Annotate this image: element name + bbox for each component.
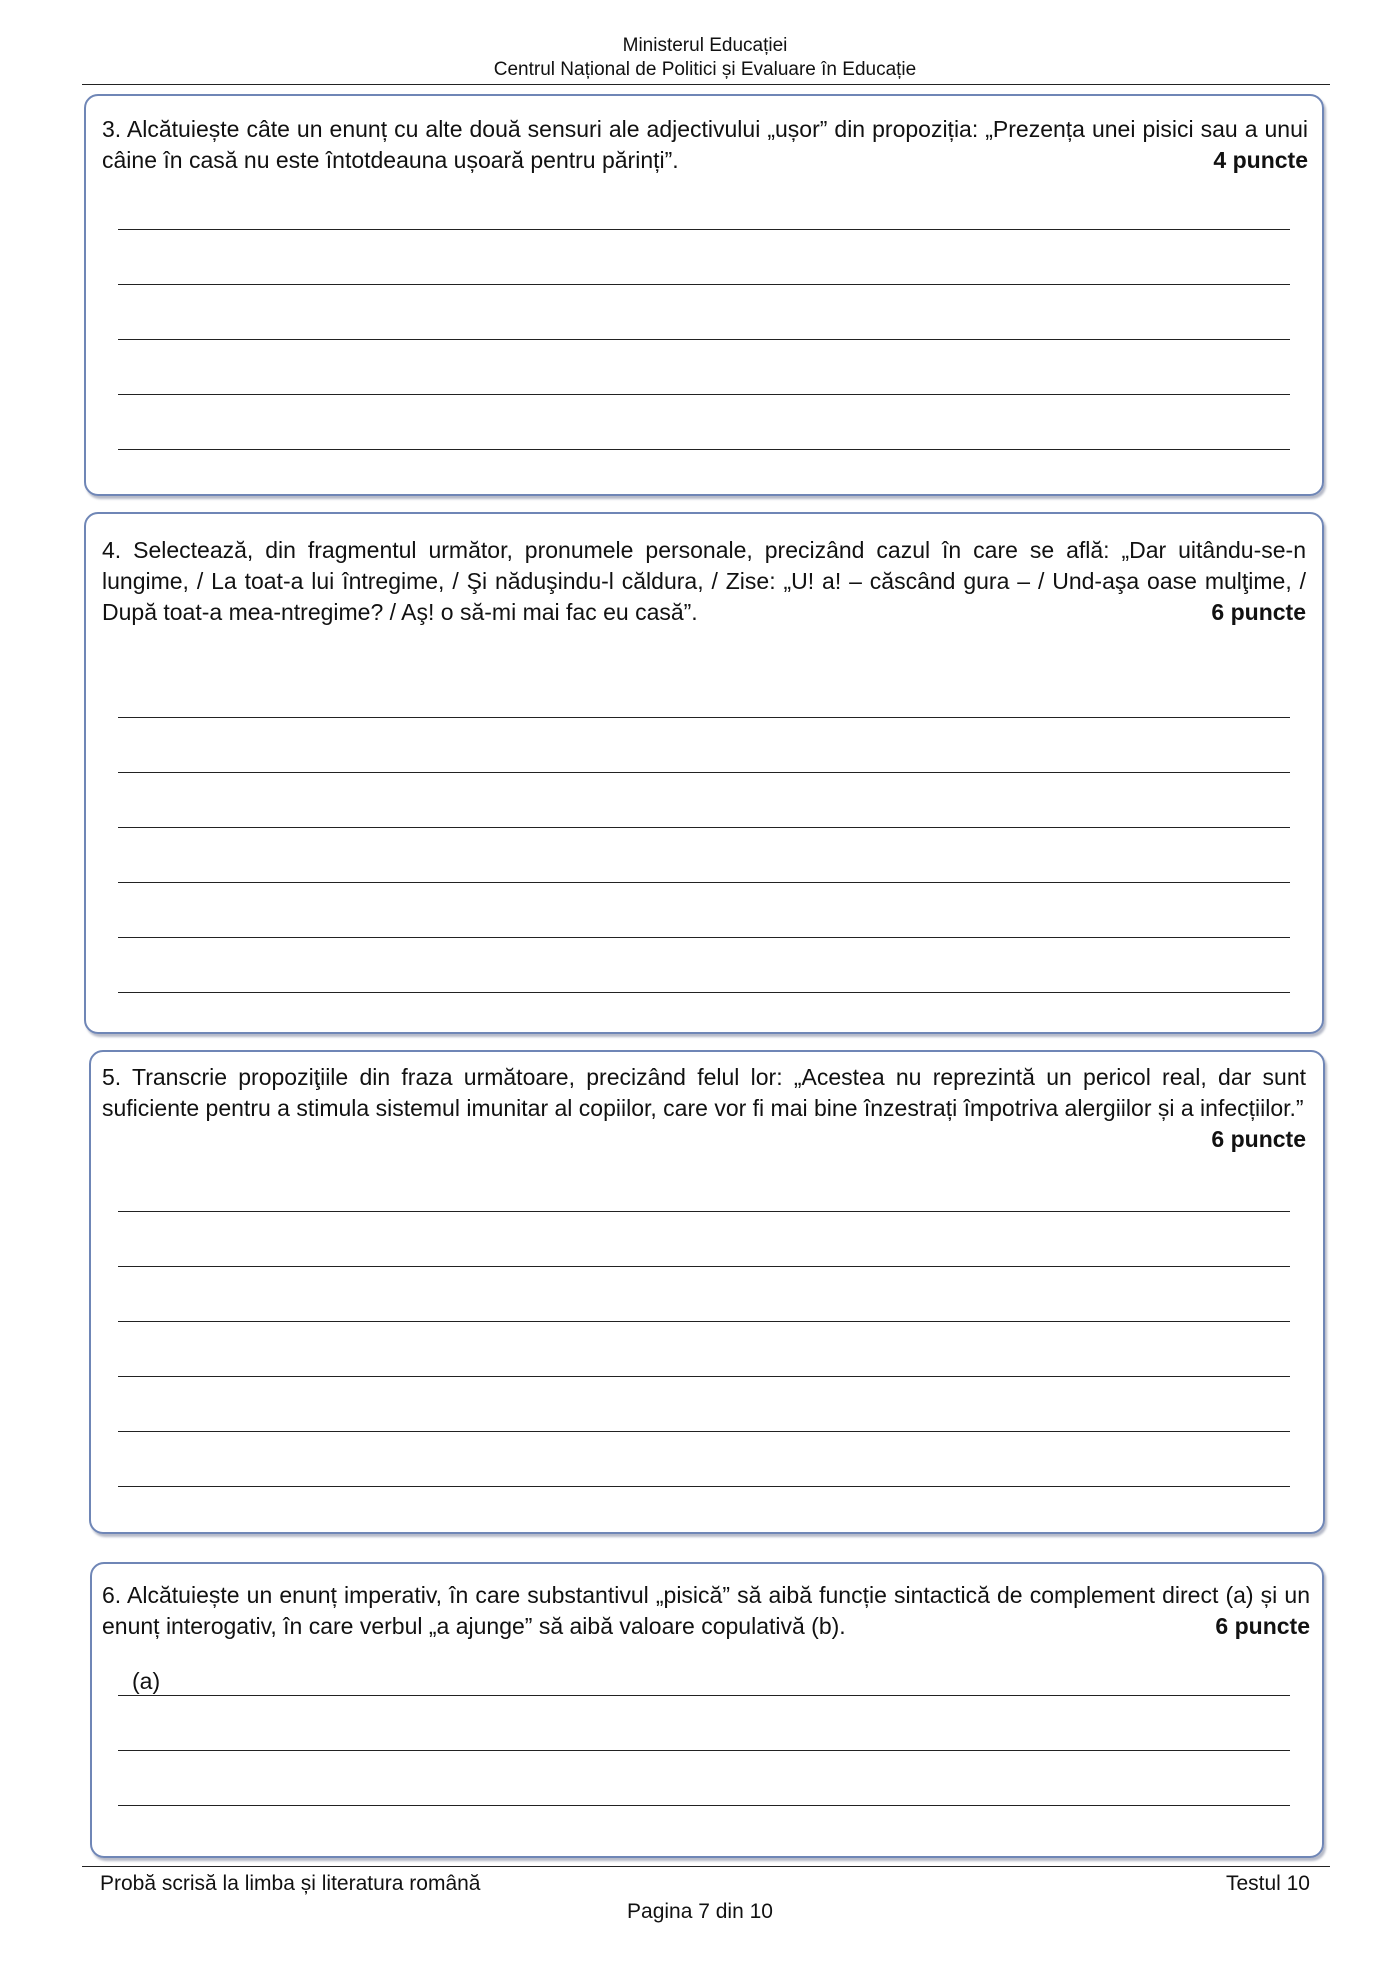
question-5-points: 6 puncte [1211,1126,1306,1152]
header-ministry: Ministerul Educației [622,35,788,56]
answer-line[interactable] [118,827,1290,828]
question-5-prompt: 5. Transcrie propoziţiile din fraza următoare, precizând felul lor: „Acestea nu reprezintă un pericol real, dar sunt suficiente pentru a stimula sistemul imunitar al copiilor, care vor fi mai bine înzestrați împotriva alergiilor și a infecțiilor.” [102,1064,1306,1121]
question-6-text [102,1580,1310,1642]
question-5-text [102,1062,1306,1155]
question-3-text [102,114,1308,176]
answer-line[interactable] [118,1805,1290,1806]
answer-label-a: (a) [132,1668,161,1694]
answer-line[interactable] [118,449,1290,450]
answer-line[interactable] [118,717,1290,718]
answer-line[interactable] [118,394,1290,395]
question-3-prompt: 3. Alcătuiește câte un enunț cu alte două sensuri ale adjectivului „ușor” din propoziția: „Prezența unei pisici sau a unui câine în casă nu este întotdeauna ușoară pentru părinți”. [102,116,1308,173]
footer-page-number: Pagina 7 din 10 [627,1900,773,1923]
answer-line[interactable] [118,1431,1290,1432]
answer-line[interactable] [118,1695,1290,1696]
header-divider [82,84,1330,85]
page-header [82,34,1328,82]
answer-line[interactable] [118,229,1290,230]
footer-test-number: Testul 10 [1225,1872,1310,1895]
answer-line[interactable] [118,882,1290,883]
answer-line[interactable] [118,1321,1290,1322]
answer-line[interactable] [118,284,1290,285]
answer-line[interactable] [118,1266,1290,1267]
question-6-prompt: 6. Alcătuiește un enunț imperativ, în care substantivul „pisică” să aibă funcție sintactică de complement direct (a) și un enunț interogativ, în care verbul „a ajunge” să aibă valoare copulativă (b). [102,1582,1310,1639]
answer-line[interactable] [118,1376,1290,1377]
answer-line[interactable] [118,1211,1290,1212]
answer-line[interactable] [118,339,1290,340]
footer-divider [82,1866,1330,1867]
question-6-points: 6 puncte [1215,1613,1310,1639]
answer-line[interactable] [118,1486,1290,1487]
answer-line[interactable] [118,992,1290,993]
answer-line[interactable] [118,1750,1290,1751]
answer-line[interactable] [118,772,1290,773]
header-center: Centrul Național de Politici și Evaluare în Educație [493,59,917,80]
question-3-points: 4 puncte [1213,147,1308,173]
answer-line[interactable] [118,937,1290,938]
question-4-prompt: 4. Selectează, din fragmentul următor, pronumele personale, precizând cazul în care se află: „Dar uitându-se-n lungime, / La toat-a lui întregime, / Şi năduşindu-l căldura, / Zise: „U! a! – căscând gura – / Und-aşa oase mulţime, / După toat-a mea-ntregime? / Aş! o să-mi mai fac eu casă”. [102,537,1306,625]
question-4-points: 6 puncte [1211,599,1306,625]
footer-exam-title: Probă scrisă la limba și literatura română [100,1872,481,1895]
question-4-text [102,535,1306,628]
